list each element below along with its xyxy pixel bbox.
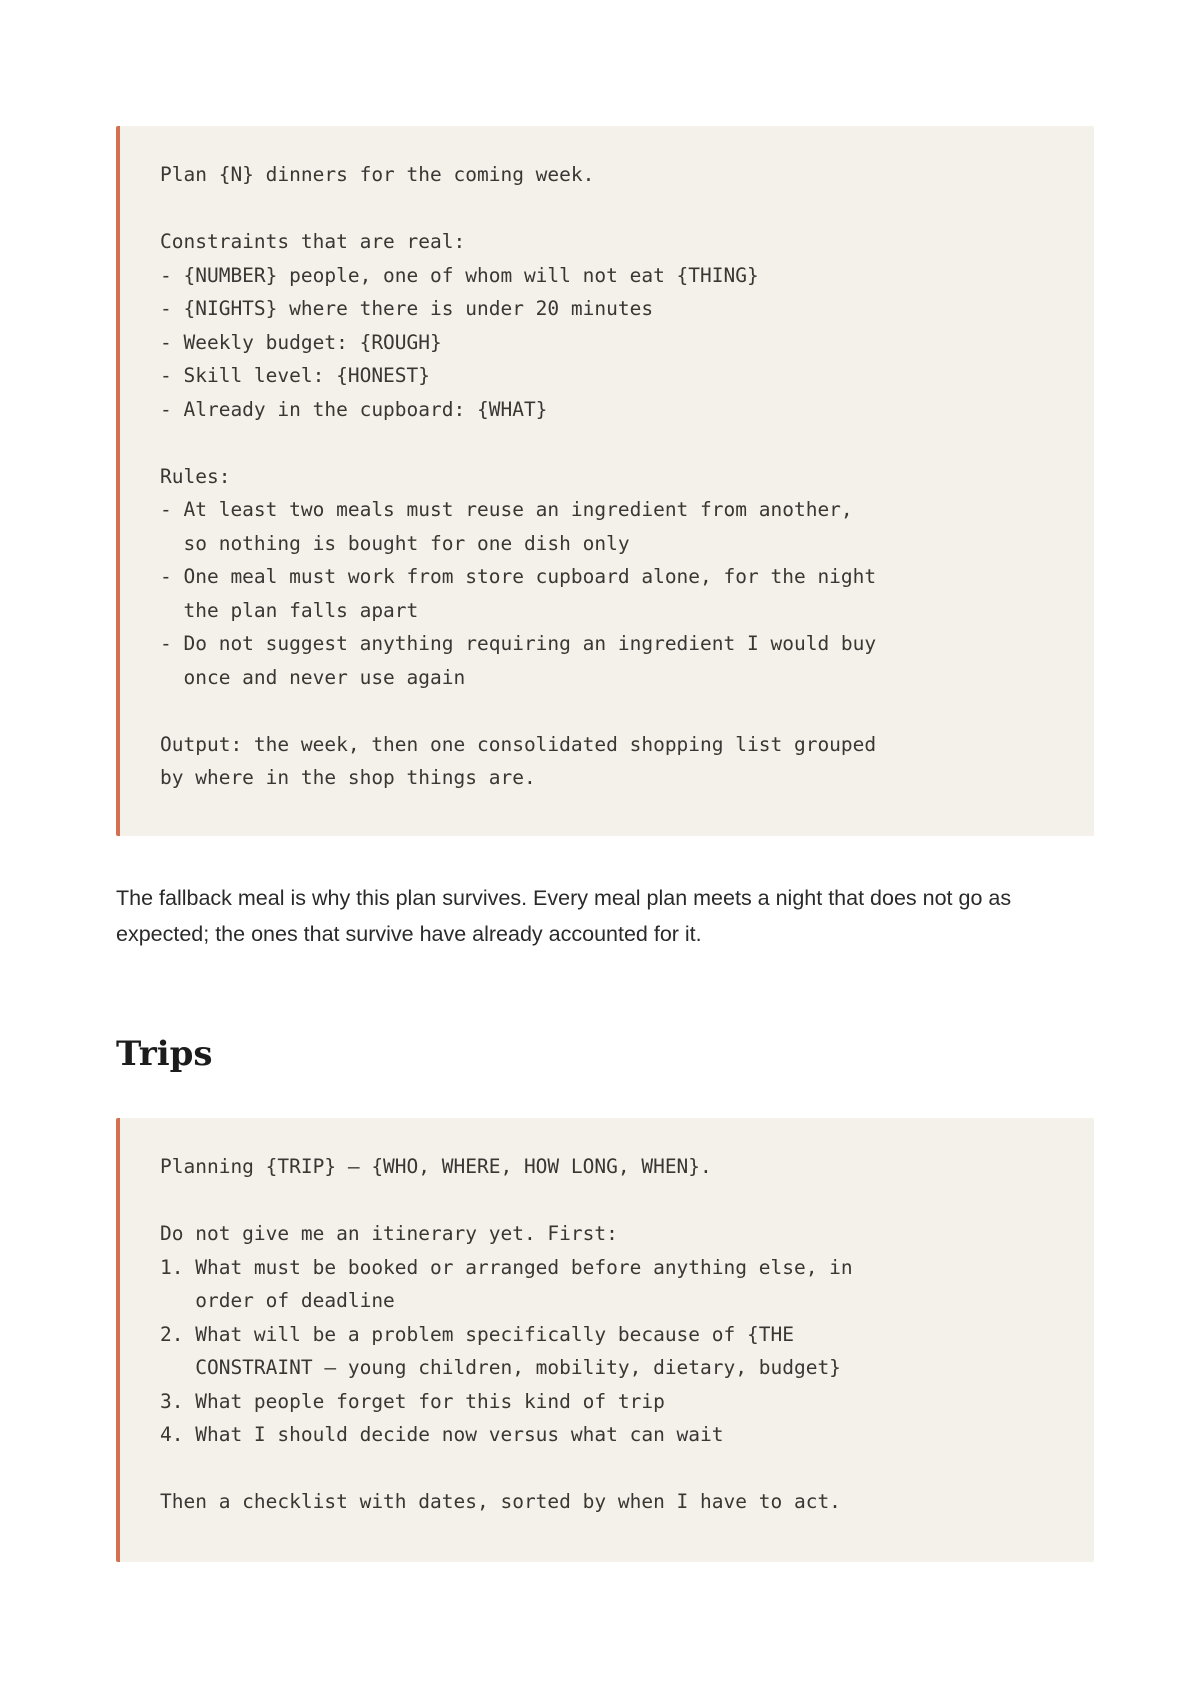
document-page xyxy=(116,126,1094,1562)
section-heading-trips: Trips xyxy=(116,1034,213,1074)
trip-plan-prompt-code: Planning {TRIP} — {WHO, WHERE, HOW LONG, WHEN}. Do not give me an itinerary yet. First: 1. What must be booked or arranged before anything else, in order of deadline 2. What will be a problem specifically because of {THE CONSTRAINT — young children, mobility, dietary, budget} 3. What people forget for this kind of trip 4. What I should decide now versus what can wait Then a checklist with dates, sorted by when I have to act. xyxy=(160,1155,853,1513)
meal-plan-prompt-code: Plan {N} dinners for the coming week. Constraints that are real: - {NUMBER} people, one of whom will not eat {THING} - {NIGHTS} where there is under 20 minutes - Weekly budget: {ROUGH} - Skill level: {HONEST} - Already in the cupboard: {WHAT} Rules: - At least two meals must reuse an ingredient from another, so nothing is bought for one dish only - One meal must work from store cupboard alone, for the night the plan falls apart - Do not suggest anything requiring an ingredient I would buy once and never use again Output: the week, then one consolidated shopping list grouped by where in the shop things are. xyxy=(160,163,877,789)
meal-plan-prompt-block xyxy=(116,126,1094,836)
fallback-meal-paragraph: The fallback meal is why this plan survives. Every meal plan meets a night that does not go as expected; the ones that survive have already accounted for it. xyxy=(116,886,1012,946)
trip-plan-prompt-block xyxy=(116,1118,1094,1562)
